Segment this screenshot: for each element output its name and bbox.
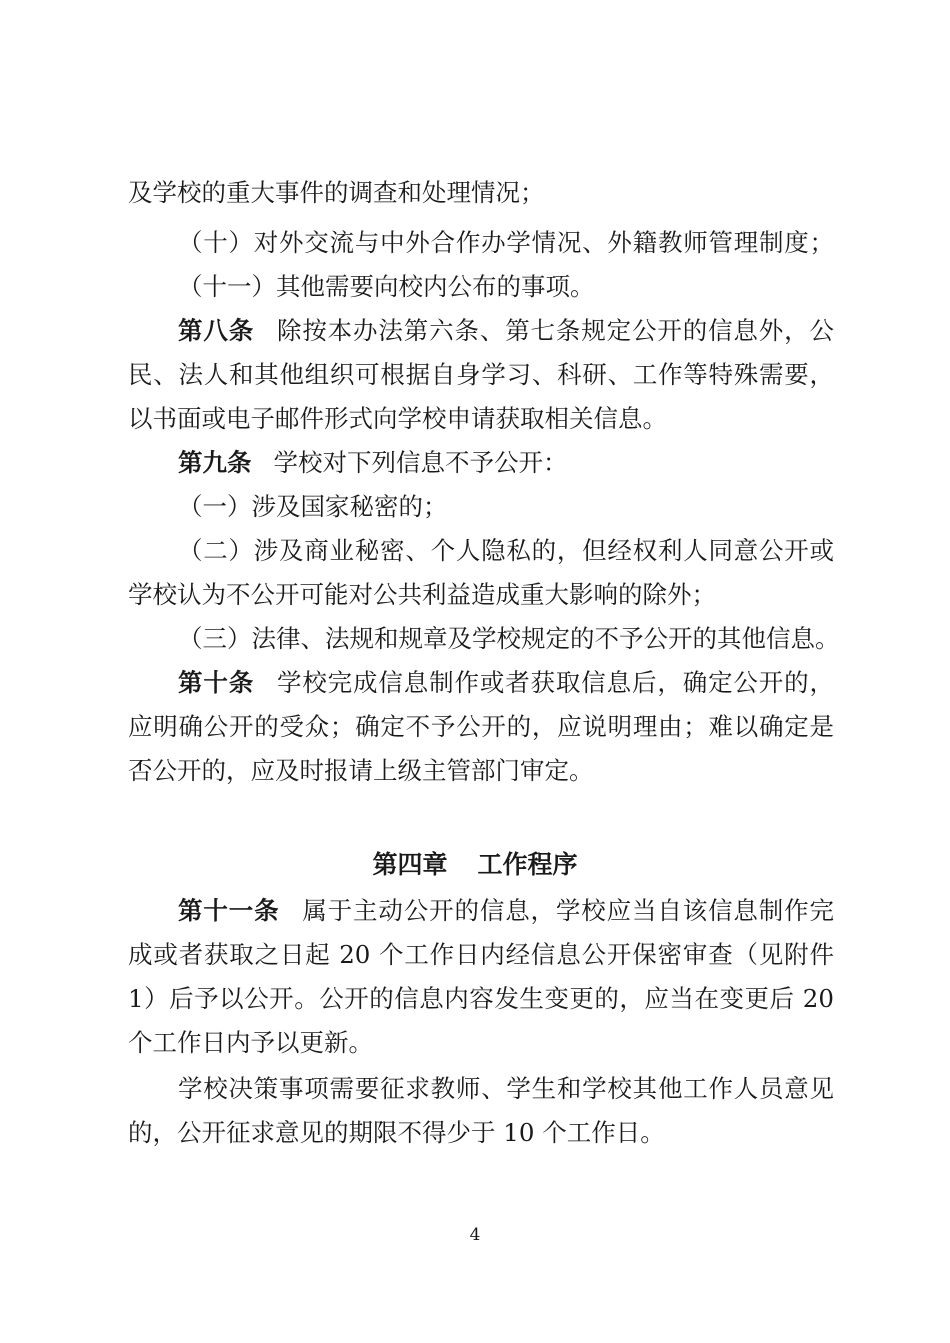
text-line: （十一）其他需要向校内公布的事项。 xyxy=(178,272,595,301)
article-8-text: 除按本办法第六条、第七条规定公开的信息外，公 xyxy=(276,316,835,345)
article-10-title: 第十条 xyxy=(178,668,255,697)
text-line: 学校认为不公开可能对公共利益造成重大影响的除外； xyxy=(128,580,716,609)
article-11-line-1 xyxy=(178,894,834,928)
text-line: 1）后予以公开。公开的信息内容发生变更的，应当在变更后 20 xyxy=(128,984,834,1013)
text-line: 及学校的重大事件的调查和处理情况； xyxy=(128,178,545,207)
text-line: 否公开的，应及时报请上级主管部门审定。 xyxy=(128,756,594,785)
article-9-title: 第九条 xyxy=(178,448,252,477)
article-8-line-1 xyxy=(178,314,834,348)
text-line: 学校决策事项需要征求教师、学生和学校其他工作人员意见 xyxy=(178,1074,834,1103)
text-line: 个工作日内予以更新。 xyxy=(128,1028,373,1057)
text-line: （二）涉及商业秘密、个人隐私的，但经权利人同意公开或 xyxy=(178,536,834,565)
chapter-title: 工作程序 xyxy=(477,850,578,879)
chapter-heading xyxy=(0,848,950,882)
article-11-text: 属于主动公开的信息，学校应当自该信息制作完 xyxy=(301,896,835,925)
text-line: （十）对外交流与中外合作办学情况、外籍教师管理制度； xyxy=(178,228,834,257)
article-8-title: 第八条 xyxy=(178,316,255,345)
text-line: 成或者获取之日起 20 个工作日内经信息公开保密审查（见附件 xyxy=(128,940,834,969)
page-number: 4 xyxy=(469,1225,481,1245)
text-line: 的，公开征求意见的期限不得少于 10 个工作日。 xyxy=(128,1118,665,1147)
text-line: （三）法律、法规和规章及学校规定的不予公开的其他信息。 xyxy=(178,624,840,653)
text-line: 应明确公开的受众；确定不予公开的，应说明理由；难以确定是 xyxy=(128,712,834,741)
article-10-text: 学校完成信息制作或者获取信息后，确定公开的， xyxy=(276,668,835,697)
article-9-line-1 xyxy=(178,446,834,480)
article-11-title: 第十一条 xyxy=(178,896,280,925)
article-10-line-1 xyxy=(178,666,834,700)
article-9-text: 学校对下列信息不予公开： xyxy=(273,448,568,477)
chapter-number: 第四章 xyxy=(372,850,448,879)
text-line: 以书面或电子邮件形式向学校申请获取相关信息。 xyxy=(128,404,667,433)
text-line: 民、法人和其他组织可根据自身学习、科研、工作等特殊需要， xyxy=(128,360,834,389)
text-line: （一）涉及国家秘密的； xyxy=(178,492,448,521)
